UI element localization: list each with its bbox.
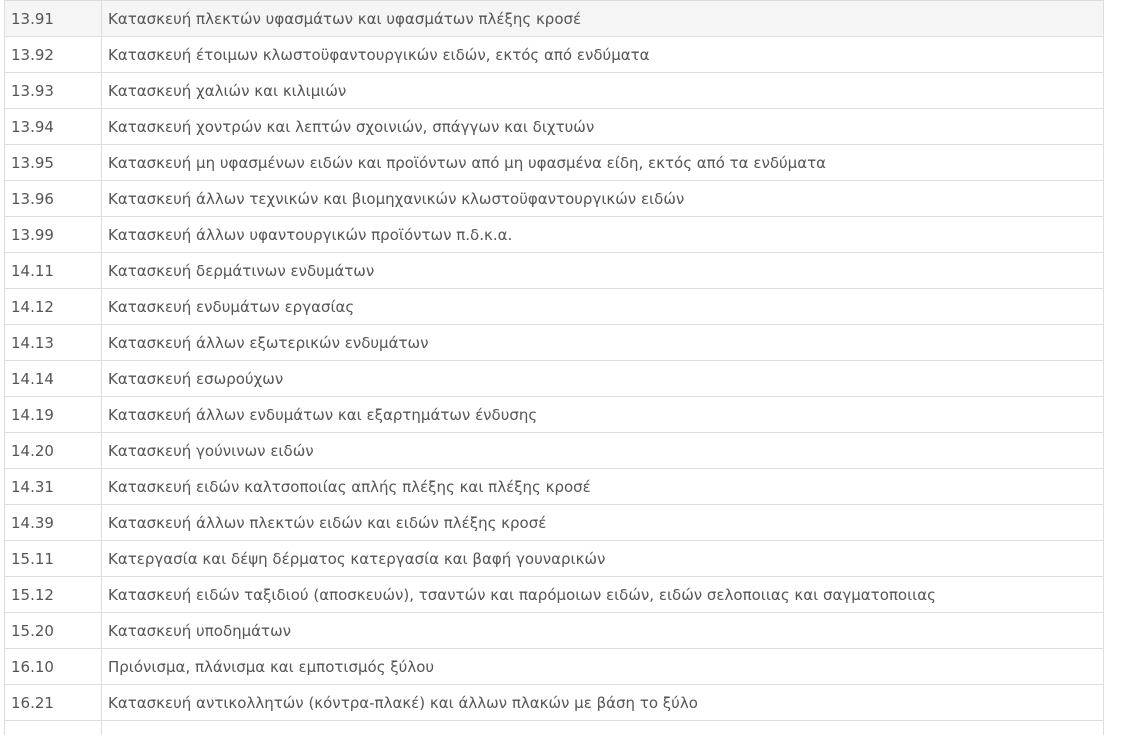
activity-description-cell: Κατασκευή ειδών ταξιδιού (αποσκευών), τσαντών και παρόμοιων ειδών, ειδών σελοποιιας και σαγματοποιιας (102, 577, 1104, 613)
activity-codes-table (4, 0, 1104, 735)
table-row (5, 505, 1104, 541)
activity-description-cell: Κατασκευή χοντρών και λεπτών σχοινιών, σπάγγων και διχτυών (102, 109, 1104, 145)
activity-description-cell: Κατασκευή εσωρούχων (102, 361, 1104, 397)
activity-code-cell: 14.20 (5, 433, 102, 469)
activity-description-cell: Κατασκευή μη υφασμένων ειδών και προϊόντων από μη υφασμένα είδη, εκτός από τα ενδύματα (102, 145, 1104, 181)
table-row (5, 397, 1104, 433)
activity-description-cell: Κατασκευή άλλων ενδυμάτων και εξαρτημάτων ένδυσης (102, 397, 1104, 433)
table-row (5, 469, 1104, 505)
activity-code-cell: 15.11 (5, 541, 102, 577)
activity-code-cell: 13.94 (5, 109, 102, 145)
table-row (5, 685, 1104, 721)
activity-description-cell: Πριόνισμα, πλάνισμα και εμποτισμός ξύλου (102, 649, 1104, 685)
activity-description-cell: Κατασκευή έτοιμων κλωστοϋφαντουργικών ειδών, εκτός από ενδύματα (102, 37, 1104, 73)
activity-code-cell: 14.39 (5, 505, 102, 541)
activity-code-cell: 15.12 (5, 577, 102, 613)
table-row (5, 361, 1104, 397)
table-row (5, 181, 1104, 217)
activity-code-cell: 14.14 (5, 361, 102, 397)
table-row (5, 37, 1104, 73)
activity-description-cell: Κατασκευή ενδυμάτων εργασίας (102, 289, 1104, 325)
activity-description-cell: Κατασκευή άλλων υφαντουργικών προϊόντων π.δ.κ.α. (102, 217, 1104, 253)
activity-code-cell: 16.10 (5, 649, 102, 685)
table-row (5, 253, 1104, 289)
table-row (5, 577, 1104, 613)
activity-code-cell: 14.12 (5, 289, 102, 325)
table-row (5, 73, 1104, 109)
activity-code-cell: 13.93 (5, 73, 102, 109)
activity-description-cell: Κατασκευή πλεκτών υφασμάτων και υφασμάτων πλέξης κροσέ (102, 1, 1104, 37)
activity-description-cell: Κατασκευή υποδημάτων (102, 613, 1104, 649)
activity-description-cell: Κατασκευή ειδών καλτσοποιίας απλής πλέξης και πλέξης κροσέ (102, 469, 1104, 505)
activity-description-cell: Κατασκευή γούνινων ειδών (102, 433, 1104, 469)
activity-code-cell: 14.19 (5, 397, 102, 433)
activity-description-cell: Κατασκευή δερμάτινων ενδυμάτων (102, 253, 1104, 289)
activity-description-cell: Κατασκευή άλλων εξωτερικών ενδυμάτων (102, 325, 1104, 361)
table-row (5, 433, 1104, 469)
table-row (5, 109, 1104, 145)
table-row (5, 649, 1104, 685)
table-row (5, 541, 1104, 577)
activity-code-cell: 13.96 (5, 181, 102, 217)
table-body (5, 1, 1104, 735)
activity-code-cell: 13.99 (5, 217, 102, 253)
activity-codes-table-container (4, 0, 1104, 735)
activity-description-cell: Κατασκευή άλλων τεχνικών και βιομηχανικών κλωστοϋφαντουργικών ειδών (102, 181, 1104, 217)
table-row (5, 1, 1104, 37)
activity-code-cell: 14.13 (5, 325, 102, 361)
activity-code-cell: 13.91 (5, 1, 102, 37)
table-row (5, 145, 1104, 181)
activity-code-cell: 13.92 (5, 37, 102, 73)
activity-code-cell: 14.11 (5, 253, 102, 289)
activity-description-cell: Κατασκευή άλλων πλεκτών ειδών και ειδών πλέξης κροσέ (102, 505, 1104, 541)
activity-code-cell: 15.20 (5, 613, 102, 649)
table-row (5, 325, 1104, 361)
activity-description-cell: Κατεργασία και δέψη δέρματος κατεργασία και βαφή γουναρικών (102, 541, 1104, 577)
table-row (5, 613, 1104, 649)
activity-code-cell: 14.31 (5, 469, 102, 505)
table-row (5, 289, 1104, 325)
table-row (5, 217, 1104, 253)
activity-code-cell: 13.95 (5, 145, 102, 181)
activity-description-cell: Κατασκευή χαλιών και κιλιμιών (102, 73, 1104, 109)
activity-description-cell: Κατασκευή αντικολλητών (κόντρα-πλακέ) και άλλων πλακών με βάση το ξύλο (102, 685, 1104, 721)
activity-code-cell: 16.21 (5, 685, 102, 721)
